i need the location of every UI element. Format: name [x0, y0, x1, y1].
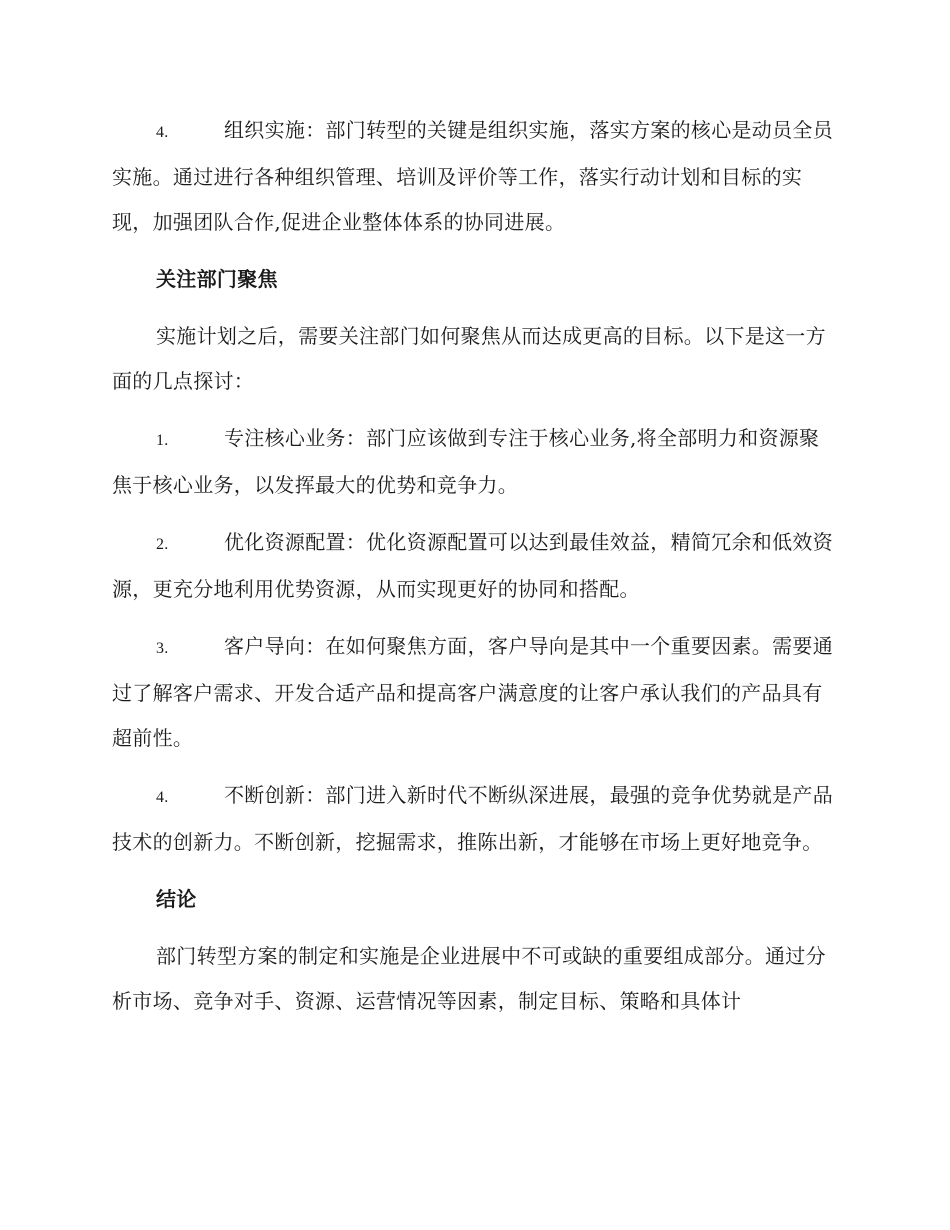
- list-item-number: 4.: [156, 789, 169, 806]
- list-item-number: 3.: [156, 640, 169, 657]
- list-item-number: 4.: [156, 124, 169, 141]
- list-item-text: 专注核心业务：部门应该做到专注于核心业务,将全部明力和资源聚焦于核心业务，以发挥最大的优势和竞争力。: [112, 426, 820, 497]
- conclusion-paragraph: 部门转型方案的制定和实施是企业进展中不可或缺的重要组成部分。通过分析市场、竞争对手、资源、运营情况等因素，制定目标、策略和具体计: [112, 944, 826, 1013]
- list-item-number: 2.: [156, 536, 169, 553]
- list-item: [112, 624, 834, 761]
- section-heading-focus: 关注部门聚焦: [156, 267, 278, 291]
- section-heading-conclusion: 结论: [156, 887, 197, 911]
- list-item: [112, 416, 834, 508]
- list-item-text: 客户导向：在如何聚焦方面，客户导向是其中一个重要因素。需要通过了解客户需求、开发合适产品和提高客户满意度的让客户承认我们的产品具有超前性。: [112, 634, 833, 750]
- list-item-number: 1.: [156, 432, 169, 449]
- document-page: [112, 108, 834, 1036]
- list-item-text: 组织实施：部门转型的关键是组织实施，落实方案的核心是动员全员实施。通过进行各种组织管理、培训及评价等工作，落实行动计划和目标的实现，加强团队合作,促进企业整体体系的协同进展。: [112, 118, 833, 234]
- list-item: [112, 773, 834, 865]
- list-item-text: 不断创新：部门进入新时代不断纵深进展，最强的竞争优势就是产品技术的创新力。不断创新，挖掘需求，推陈出新，才能够在市场上更好地竞争。: [112, 783, 833, 854]
- list-item: [112, 108, 834, 245]
- list-item-text: 优化资源配置：优化资源配置可以达到最佳效益，精简冗余和低效资源，更充分地利用优势资源，从而实现更好的协同和搭配。: [112, 530, 833, 601]
- list-item: [112, 520, 834, 612]
- focus-intro-paragraph: 实施计划之后，需要关注部门如何聚焦从而达成更高的目标。以下是这一方面的几点探讨：: [112, 324, 826, 393]
